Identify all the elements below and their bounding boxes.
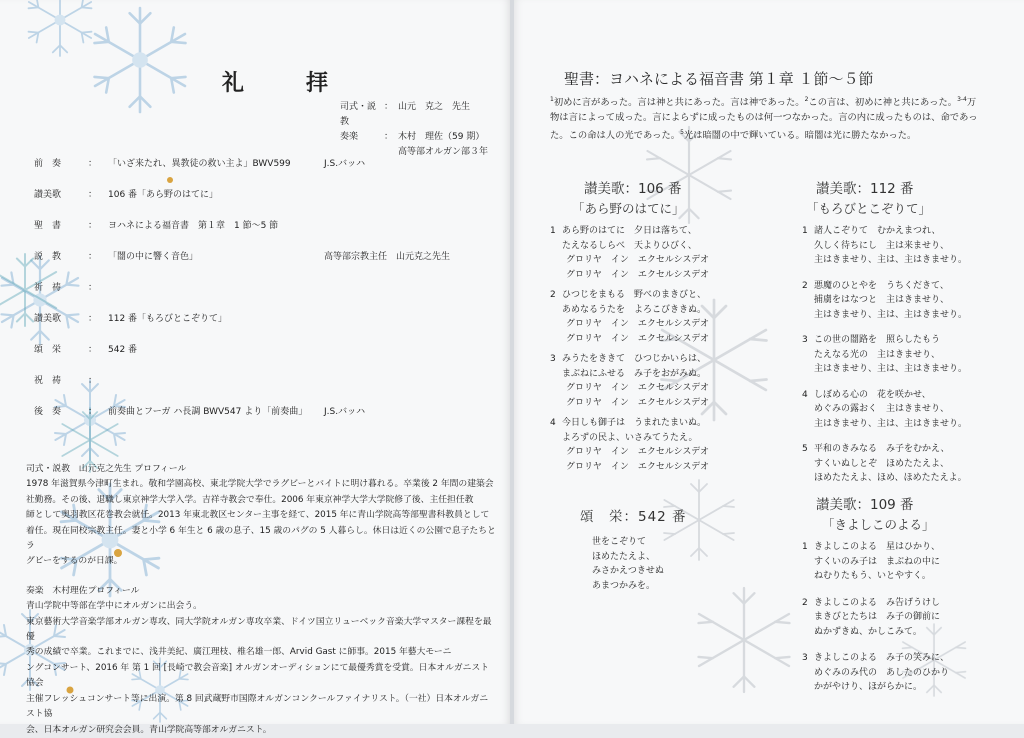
lyric-line: グロリヤ イン エクセルシスデオ <box>566 319 709 329</box>
verse-number: 2 <box>550 290 556 300</box>
lyric-line: 悪魔のひとやを うちくだきて、 <box>814 280 949 291</box>
lyric-line: あめなるうたを よろこびききぬ。 <box>562 304 707 315</box>
order-label: 前 奏 <box>34 159 62 169</box>
lyric-line: まきびとたちは み子の御前に <box>814 612 941 622</box>
lyric-line: ほめたたえよ、ほめ、ほめたたえよ。 <box>814 473 967 483</box>
lyric-line: あまつかみを。 <box>592 580 656 591</box>
credit-row <box>340 100 488 130</box>
hymn-verse <box>550 352 709 410</box>
credit-extra: 高等部オルガン部３年 <box>398 147 489 157</box>
hymn-title: 讃美歌：112 番 <box>816 181 914 197</box>
profile-line: 東京藝術大学音楽学部オルガン専攻、同大学院オルガン専攻卒業、ドイツ国立リューベック音楽大学マスター課程を最優 <box>26 616 492 643</box>
verse-number: 5 <box>802 444 808 454</box>
lyric-line: たえなる光の 主はきませり、 <box>814 349 941 360</box>
lyric-line: 平和のきみなる み子をむかえ、 <box>814 444 950 454</box>
lyric-line: たえなるしらべ 天よりひびく、 <box>562 240 697 251</box>
verse-number: 1 <box>802 542 808 552</box>
order-row-doxology <box>34 342 504 373</box>
lyric-line: ひつじをまもる 野べのまきびと、 <box>562 290 707 300</box>
lyric-line: あら野のはてに 夕日は落ちて、 <box>562 226 697 236</box>
hymn-verse <box>802 651 949 695</box>
lyric-line: 主はきませり、主は、主はきませり。 <box>814 418 968 429</box>
lyric-line: ねむりたもう、いとやすく。 <box>814 571 931 581</box>
hymn-109 <box>802 496 949 695</box>
snowflake-icon <box>699 588 790 692</box>
service-credits <box>340 100 488 160</box>
verse-number: 4 <box>802 389 808 400</box>
verse-number: 4 <box>550 418 556 428</box>
hymn-verse <box>550 416 709 474</box>
order-label: 後 奏 <box>34 407 62 417</box>
order-text: 「闇の中に響く音色」 <box>108 252 199 262</box>
credit-sep: ： <box>384 102 394 112</box>
lyric-line: 世をこぞりて <box>592 537 647 547</box>
credit-label: 司式・説教 <box>340 102 377 127</box>
order-text: 112 番「もろびとこぞりて」 <box>108 314 228 324</box>
lyric-line: グロリヤ イン エクセルシスデオ <box>566 269 709 280</box>
lyric-line: よろずの民よ、いさみてうたえ。 <box>562 432 698 443</box>
profile-line: 社勤務。その後、退職し東京神学大学入学。吉祥寺教会で奉仕。2006 年東京神学大学大学院修了後、主任担任教 <box>26 494 474 505</box>
hymn-verse <box>550 288 709 346</box>
lyric-line: きよしこのよる み子の笑みに、 <box>814 653 950 663</box>
profile-line: 青山学院中等部在学中にオルガンに出会う。 <box>26 601 202 612</box>
order-label: 讃美歌 <box>34 190 62 200</box>
verse-number: 2 <box>804 96 809 103</box>
order-row-sermon <box>34 249 504 280</box>
order-row-hymn <box>34 187 504 218</box>
verse-number: 3 <box>802 335 808 345</box>
lyric-line: きよしこのよる 星はひかり、 <box>814 542 941 552</box>
order-label: 頌 栄 <box>34 345 62 355</box>
order-label: 祈 祷 <box>34 283 62 293</box>
profile-line: 主催フレッシュコンサート等に出演。第 8 回武蔵野市国際オルガンコンクールファイナリスト。（一社）日本オルガニスト協 <box>26 693 489 720</box>
order-extra: J.S.バッハ <box>324 159 366 169</box>
hymn-name: 「もろびとこぞりて」 <box>806 201 932 216</box>
credit-sep: ： <box>384 132 394 142</box>
lyric-line: 今日しも御子は うまれたまいぬ。 <box>562 418 707 428</box>
hymn-verse <box>802 540 949 584</box>
hymn-106 <box>550 180 709 474</box>
lyric-line: まぶねにふせる み子をおがみぬ。 <box>562 368 707 379</box>
order-text: 「いざ来たれ、異教徒の救い主よ」BWV599 <box>108 159 291 169</box>
hymn-verse <box>802 333 967 377</box>
hymn-verse <box>802 596 949 640</box>
hymn-title: 讃美歌：109 番 <box>816 497 914 513</box>
lyric-line: ぬかずきぬ、かしこみて。 <box>814 626 922 637</box>
hymn-verse <box>550 224 709 282</box>
lyric-line: みさかえつきせぬ <box>592 566 664 576</box>
verse-number: 2 <box>802 597 808 608</box>
order-colon: ： <box>88 159 98 169</box>
lyric-line: ほめたたえよ、 <box>592 551 656 562</box>
order-row-hymn-2 <box>34 311 504 342</box>
doxology-title: 頌 栄：542 番 <box>580 509 687 525</box>
lyric-line: しぼめる心の 花を咲かせ、 <box>814 389 931 400</box>
order-colon: ： <box>88 221 98 231</box>
hymn-name: 「あら野のはてに」 <box>572 201 685 216</box>
scripture-verse: 万 <box>966 97 977 109</box>
order-label: 説 教 <box>34 252 62 262</box>
profile-line: ングコンサート、2016 年 第 1 回 [長崎で教会音楽] オルガンオーディションにて最優秀賞を受賞。日本オルガニスト協会 <box>26 662 490 689</box>
verse-number: 1 <box>802 226 808 236</box>
order-text: 106 番「あら野のはてに」 <box>108 190 219 200</box>
verse-number: 2 <box>802 280 808 291</box>
order-extra: J.S.バッハ <box>324 407 366 417</box>
credit-label: 奏楽 <box>340 132 359 142</box>
order-text: 前奏曲とフーガ ハ長調 BWV547 より「前奏曲」 <box>108 407 308 417</box>
profile-line: 会、日本オルガン研究会会員。青山学院高等部オルガニスト。 <box>26 724 272 735</box>
order-row-benediction <box>34 373 504 404</box>
order-colon: ： <box>88 283 98 293</box>
doxology-lyrics <box>592 535 664 593</box>
profile-line: 着任。現在同校宗教主任。妻と小学 6 年生と 6 歳の息子、15 歳のパグの 5 人暮らし。休日は近くの公園で息子たちとラ <box>26 525 496 552</box>
credit-row <box>340 130 488 145</box>
order-row-scripture <box>34 218 504 249</box>
scripture-verse: た。この命は人の光であった。 <box>550 130 681 142</box>
order-colon: ： <box>88 190 98 200</box>
snowflake-icon <box>28 0 91 56</box>
hymn-verse <box>802 388 967 432</box>
verse-number: 3 <box>550 354 556 364</box>
order-label: 聖 書 <box>34 221 62 231</box>
scripture-text <box>550 92 990 143</box>
verse-number: 3 <box>802 653 808 663</box>
scripture-title: 聖書：ヨハネによる福音書 第１章 １節〜５節 <box>564 70 874 88</box>
left-page <box>0 0 510 735</box>
verse-number: 1 <box>550 96 554 103</box>
order-colon: ： <box>88 314 98 324</box>
order-row-prayer <box>34 280 504 311</box>
lyric-line: この世の闇路を 照らしたもう <box>814 335 941 345</box>
order-extra: 高等部宗教主任 山元克之先生 <box>324 252 451 262</box>
lyric-line: 諸人こぞりて むかえまつれ、 <box>814 226 941 236</box>
right-page <box>514 0 1024 724</box>
hymn-112 <box>802 180 967 486</box>
lyric-line: めぐみのみ代の あしたのひかり <box>814 667 950 678</box>
order-of-service <box>34 156 504 435</box>
lyric-line: すくいぬしとぞ ほめたたえよ、 <box>814 458 950 469</box>
page-title: 礼 拝 <box>222 71 349 96</box>
scripture-verse: この言は、初めに神と共にあった。 <box>808 97 958 109</box>
lyric-line: グロリヤ イン エクセルシスデオ <box>566 461 709 472</box>
lyric-line: きよしこのよる み告げうけし <box>814 597 941 608</box>
verse-number: 1 <box>550 226 556 236</box>
hymn-title: 讃美歌：106 番 <box>584 181 682 197</box>
lyric-line: みうたをききて ひつじかいらは、 <box>562 354 707 364</box>
lyric-line: 主はきませり、主は、主はきませり。 <box>814 255 968 265</box>
spacer <box>26 570 496 584</box>
lyric-line: グロリヤ イン エクセルシスデオ <box>566 397 709 408</box>
lyric-line: すくいのみ子は まぶねの中に <box>814 556 941 567</box>
lyric-line: 主はきませり、主は、主はきませり。 <box>814 364 968 374</box>
profile-line: グビーをするのが日課。 <box>26 556 123 567</box>
profiles <box>26 462 496 738</box>
lyric-line: グロリヤ イン エクセルシスデオ <box>566 447 709 457</box>
profile-line: 秀の成績で卒業。これまでに、浅井美紀、廣江理枝、椎名雄一郎、Arvid Gast に師事。2015 年藝大モーニ <box>26 647 452 658</box>
order-colon: ： <box>88 376 98 386</box>
credit-value: 山元 克之 先生 <box>398 102 471 112</box>
profile-line: 師として奥羽教区花巻教会就任。2013 年東北教区センター主事を経て、2015 年に青山学院高等部聖書科教員として <box>26 510 490 521</box>
order-label: 讃美歌 <box>34 314 62 324</box>
profile-heading: 司式・説教 山元克之先生 プロフィール <box>26 464 187 474</box>
lyric-line: 主はきませり、主は、主はきませり。 <box>814 309 968 320</box>
lyric-line: グロリヤ イン エクセルシスデオ <box>566 383 709 393</box>
order-label: 祝 祷 <box>34 376 62 386</box>
snowflake-icon <box>95 8 186 112</box>
lyric-line: 捕虜をはなつと 主はきませり、 <box>814 295 950 305</box>
scripture-verse: 物は言によって成った。言によらずに成ったものは何一つなかった。言の内に成ったものは、命であっ <box>550 112 978 124</box>
doxology-542 <box>580 505 687 591</box>
verse-number: 3-4 <box>957 96 967 103</box>
verse-number: 5 <box>680 129 684 137</box>
lyric-line: グロリヤ イン エクセルシスデオ <box>566 333 709 344</box>
order-row-prelude <box>34 156 504 187</box>
lyric-line: かがやけり、ほがらかに。 <box>814 682 923 692</box>
lyric-line: 久しく待ちにし 主は来ませり、 <box>814 240 950 251</box>
scripture-verse: 光は暗闇の中で輝いている。暗闇は光に勝たなかった。 <box>683 130 917 142</box>
order-text: ヨハネによる福音書 第１章 1 節〜5 節 <box>108 221 279 231</box>
order-colon: ： <box>88 407 98 417</box>
lyric-line: グロリヤ イン エクセルシスデオ <box>566 255 709 265</box>
profile-heading: 奏楽 木村理佐プロフィール <box>26 585 140 596</box>
order-row-postlude <box>34 404 504 435</box>
hymn-name: 「きよしこのよる」 <box>822 517 935 532</box>
lyric-line: めぐみの露おく 主はきませり、 <box>814 404 950 414</box>
order-text: 542 番 <box>108 345 138 355</box>
order-colon: ： <box>88 345 98 355</box>
hymn-verse <box>802 224 967 268</box>
credit-value: 木村 理佐（59 期） <box>398 132 485 142</box>
profile-line: 1978 年滋賀県今津町生まれ。敬和学園高校、東北学院大学でラグビーとバイトに明け暮れる。卒業後 2 年間の建築会 <box>26 479 494 490</box>
scripture-verse: 初めに言があった。言は神と共にあった。言は神であった。 <box>553 97 805 109</box>
hymn-verse <box>802 442 967 486</box>
order-colon: ： <box>88 252 98 262</box>
hymn-verse <box>802 279 967 323</box>
